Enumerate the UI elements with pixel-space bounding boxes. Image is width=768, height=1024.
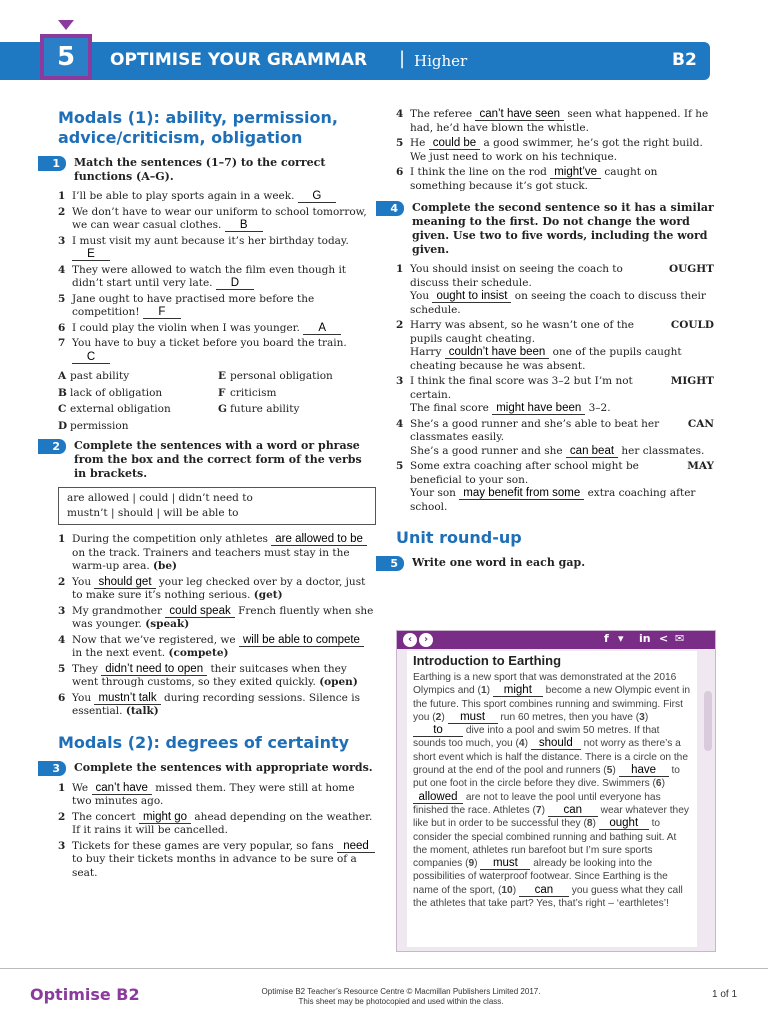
answer-blank[interactable]: could speak bbox=[165, 605, 234, 618]
word-box bbox=[58, 487, 376, 525]
list-item bbox=[58, 605, 376, 632]
function-option bbox=[58, 403, 218, 417]
item-text bbox=[72, 293, 376, 320]
answer-blank[interactable]: can bbox=[548, 805, 598, 817]
list-item bbox=[58, 264, 376, 291]
right-column bbox=[390, 106, 714, 577]
text-segment: already be looking into the possibilities of waterproof footwear. Since Earthing is the name of the sport, ( bbox=[413, 858, 668, 896]
item-text-after: seen what happened. If he had, he’d have blown the whistle. bbox=[410, 108, 709, 134]
item-text-after: their suitcases when they went through customs, so they exited quickly. bbox=[72, 662, 347, 688]
answer-blank[interactable]: should bbox=[531, 738, 581, 750]
list-item bbox=[396, 375, 714, 416]
first-sentence-text: You should insist on seeing the coach to discuss their schedule. bbox=[410, 263, 623, 289]
item-number: 2 bbox=[58, 205, 66, 218]
verb-prompt: (be) bbox=[153, 560, 177, 572]
section-title-modals-2: Modals (2): degrees of certainty bbox=[58, 732, 350, 752]
list-item bbox=[58, 782, 376, 809]
answer-blank[interactable]: need bbox=[337, 840, 375, 853]
list-item bbox=[396, 418, 714, 459]
facebook-icon[interactable]: f bbox=[604, 632, 609, 645]
item-number: 3 bbox=[58, 234, 66, 247]
item-text bbox=[410, 319, 714, 373]
key-word: MIGHT bbox=[670, 375, 714, 387]
exercise-3-header bbox=[52, 760, 376, 776]
function-label: criticism bbox=[230, 386, 277, 399]
answer-blank[interactable]: can’t have bbox=[92, 782, 152, 795]
item-sentence: I could play the violin when I was younger. bbox=[72, 321, 300, 334]
page-number: 1 of 1 bbox=[712, 989, 738, 1000]
list-item bbox=[58, 811, 376, 838]
item-text-after: French fluently when she was younger. bbox=[72, 604, 374, 630]
gap-number: 5 bbox=[606, 765, 613, 777]
function-letter: G bbox=[218, 403, 227, 415]
web-article-frame bbox=[396, 630, 716, 952]
list-item bbox=[58, 692, 376, 719]
answer-blank[interactable]: couldn’t have been bbox=[445, 346, 550, 359]
item-number: 4 bbox=[58, 263, 66, 276]
first-sentence bbox=[410, 263, 714, 290]
function-label: future ability bbox=[230, 403, 300, 415]
gap-number: 2 bbox=[435, 711, 442, 723]
list-item bbox=[58, 235, 376, 262]
exercise-instruction: Complete the sentences with appropriate words. bbox=[74, 760, 373, 774]
second-sentence bbox=[410, 290, 714, 317]
function-option bbox=[218, 387, 358, 401]
header-title: OPTIMISE YOUR GRAMMAR bbox=[110, 50, 368, 70]
item-sentence: You have to buy a ticket before you board the train. bbox=[72, 337, 347, 349]
item-sentence: They were allowed to watch the film even though it didn’t start until very late. bbox=[72, 263, 347, 289]
item-number: 1 bbox=[58, 781, 66, 794]
text-segment: become a new Olympic event in the future. This sport combines running and swimming. First you ( bbox=[413, 685, 691, 723]
list-item bbox=[58, 533, 376, 574]
word-box-line: mustn’t | should | will be able to bbox=[67, 507, 239, 519]
item-text-after: one of the pupils caught cheating because he was absent. bbox=[410, 346, 682, 372]
item-number: 3 bbox=[58, 839, 66, 852]
item-text-before: The final score bbox=[410, 402, 489, 414]
item-text bbox=[72, 264, 376, 291]
share-icon[interactable]: < bbox=[659, 632, 669, 645]
key-word: COULD bbox=[670, 319, 714, 331]
answer-blank[interactable]: may benefit from some bbox=[459, 487, 584, 500]
function-letter: F bbox=[218, 386, 226, 399]
item-text bbox=[410, 263, 714, 317]
item-sentence: I’ll be able to play sports again in a week. bbox=[72, 190, 295, 202]
second-sentence bbox=[410, 402, 714, 416]
email-icon[interactable]: ✉ bbox=[675, 632, 685, 645]
back-arrow-icon[interactable]: ‹ bbox=[403, 633, 417, 647]
verb-prompt: (talk) bbox=[125, 705, 159, 717]
item-number: 2 bbox=[396, 319, 404, 331]
function-letter: D bbox=[58, 419, 68, 432]
item-number: 4 bbox=[396, 417, 404, 430]
answer-blank[interactable]: will be able to compete bbox=[239, 634, 364, 647]
item-number: 5 bbox=[58, 292, 66, 305]
text-segment: run 60 metres, then you have ( bbox=[497, 711, 640, 723]
linkedin-icon[interactable]: in bbox=[639, 632, 651, 645]
item-text-before: The referee bbox=[410, 108, 473, 120]
function-label: lack of obligation bbox=[70, 386, 163, 399]
answer-blank[interactable]: F bbox=[143, 306, 181, 319]
item-sentence: I must visit my aunt because it’s her birthday today. bbox=[72, 234, 349, 247]
item-text-after: to buy their tickets months in advance to be sure of a seat. bbox=[72, 853, 357, 879]
item-text bbox=[72, 782, 376, 809]
function-option bbox=[58, 387, 218, 401]
item-text-before: The concert bbox=[72, 810, 136, 823]
item-text bbox=[72, 322, 376, 336]
item-text-before: Harry bbox=[410, 346, 442, 358]
item-number: 4 bbox=[396, 108, 404, 120]
item-text bbox=[410, 460, 714, 514]
exercise-instruction: Match the sentences (1–7) to the correct functions (A–G). bbox=[74, 156, 326, 183]
word-box-line: are allowed | could | didn’t need to bbox=[67, 492, 253, 504]
item-text bbox=[410, 418, 714, 459]
section-title-modals-1 bbox=[58, 108, 376, 148]
exercise-number-badge: 3 bbox=[38, 761, 66, 776]
first-sentence bbox=[410, 375, 714, 402]
list-item bbox=[396, 263, 714, 317]
item-number: 2 bbox=[58, 810, 66, 823]
answer-blank[interactable]: have bbox=[619, 765, 669, 777]
exercise-3-items-right bbox=[396, 108, 714, 193]
text-segment: to consider the special combined running and bathing suit. At the moment, athletes run barefoot but I’m sure sports companies ( bbox=[413, 818, 677, 870]
function-letter: C bbox=[58, 403, 67, 415]
answer-blank[interactable]: must bbox=[448, 712, 498, 724]
item-text-after: during recording sessions. Silence is essential. bbox=[72, 691, 360, 717]
item-text bbox=[72, 533, 376, 574]
item-text-before: I think the line on the rod bbox=[410, 166, 547, 178]
item-text bbox=[72, 634, 376, 661]
article-panel bbox=[407, 651, 697, 947]
first-sentence bbox=[410, 460, 714, 487]
item-text bbox=[410, 137, 714, 164]
list-item bbox=[58, 322, 376, 336]
first-sentence-text: She’s a good runner and she’s able to beat her classmates easily. bbox=[410, 417, 660, 443]
function-label: past ability bbox=[70, 370, 130, 382]
scrollbar[interactable] bbox=[704, 691, 712, 751]
exercise-number-badge: 5 bbox=[376, 556, 404, 571]
list-item bbox=[58, 337, 376, 364]
first-sentence bbox=[410, 418, 714, 445]
item-text-before: We bbox=[72, 781, 89, 794]
list-item bbox=[58, 663, 376, 690]
item-number: 3 bbox=[58, 604, 66, 617]
function-label: personal obligation bbox=[230, 370, 333, 382]
function-option bbox=[218, 370, 358, 384]
verb-prompt: (open) bbox=[319, 676, 358, 688]
left-column bbox=[52, 108, 376, 882]
exercise-number-badge: 1 bbox=[38, 156, 66, 171]
list-item bbox=[58, 840, 376, 881]
gap-number: 10 bbox=[501, 884, 513, 896]
item-text bbox=[72, 840, 376, 881]
item-text-before: She’s a good runner and she bbox=[410, 444, 563, 457]
answer-blank[interactable]: should get bbox=[94, 576, 155, 589]
exercise-instruction: Complete the sentences with a word or phrase from the box and the correct form of the verbs in brackets. bbox=[74, 439, 362, 480]
gap-number: 4 bbox=[518, 738, 525, 750]
article-text: Earthing is a new sport that was demonstrated at the 2016 Olympics and (1) might become a new Olympic event in the future. This sport combines running and swimming. First you (2) must run 60 metres, then you have (3) to dive into a pool and swim 50 metres. If that sounds too much, you (4) should not worry as there’s a short event which is half the distance. There is a circle on the ground at the end of the pool and runners (5) have to put one foot in the circle before they dive. Swimmers (6) allowed are not to leave the pool until everyone has finished the race. Athletes (7) can wear whatever they like but in order to be successful they (8) ought to consider the special combined running and bathing suit. At the moment, athletes run barefoot but I’m sure sports companies (9) must already be looking into the possibilities of waterproof footwear. Since Earthing is the name of the sport, (10) can you guess what they call the athletes that take part? Yes, that’s right – ‘earthletes’! bbox=[413, 672, 691, 910]
key-word: MAY bbox=[687, 460, 714, 472]
article-title: Introduction to Earthing bbox=[413, 653, 562, 668]
footer-divider bbox=[0, 968, 768, 969]
answer-blank[interactable]: ought to insist bbox=[432, 290, 511, 303]
verb-prompt: (speak) bbox=[145, 618, 190, 630]
item-number: 3 bbox=[396, 375, 404, 387]
function-option bbox=[58, 420, 218, 434]
functions-list bbox=[58, 370, 376, 433]
list-item bbox=[396, 166, 714, 193]
item-sentence: Jane ought to have practised more before the competition! bbox=[72, 292, 315, 318]
item-text-before: You bbox=[410, 290, 430, 302]
item-number: 1 bbox=[396, 263, 404, 275]
item-text-after: 3–2. bbox=[588, 402, 611, 414]
answer-blank[interactable]: can bbox=[519, 885, 569, 897]
answer-blank[interactable]: C bbox=[72, 351, 110, 364]
list-item bbox=[58, 190, 376, 204]
list-item bbox=[396, 460, 714, 514]
text-segment: dive into a pool and swim 50 metres. If that sounds too much, you ( bbox=[413, 725, 660, 750]
item-text-after: caught on something because it’s got stuck. bbox=[410, 166, 658, 192]
answer-blank[interactable]: to bbox=[413, 725, 463, 737]
item-text bbox=[72, 576, 376, 603]
item-text-after: your leg checked over by a doctor, just to make sure it’s nothing serious. bbox=[72, 575, 366, 601]
exercise-2-items bbox=[58, 533, 376, 719]
item-text bbox=[72, 692, 376, 719]
item-text-before: Tickets for these games are very popular, so fans bbox=[72, 839, 334, 852]
key-word: CAN bbox=[687, 417, 714, 430]
header-level-code: B2 bbox=[672, 50, 697, 70]
first-sentence bbox=[410, 319, 714, 346]
answer-blank[interactable]: can beat bbox=[566, 445, 618, 458]
exercise-1-items bbox=[58, 190, 376, 364]
item-text-before: Your son bbox=[410, 487, 456, 499]
first-sentence-text: I think the final score was 3–2 but I’m not certain. bbox=[410, 375, 633, 401]
item-text bbox=[72, 663, 376, 690]
exercise-instruction: Complete the second sentence so it has a similar meaning to the first. Do not change the word given. Use two to five words, including the word given. bbox=[412, 201, 714, 256]
text-segment: you guess what they call the athletes that take part? Yes, that’s right – ‘earthletes’! bbox=[413, 884, 683, 910]
answer-blank[interactable]: might bbox=[493, 685, 543, 697]
answer-blank[interactable]: might have been bbox=[492, 402, 585, 415]
item-text-after: on seeing the coach to discuss their schedule. bbox=[410, 290, 706, 316]
text-segment: wear whatever they like but in order to be successful they ( bbox=[413, 804, 689, 830]
list-item bbox=[58, 293, 376, 320]
item-text-before: During the competition only athletes bbox=[72, 533, 268, 545]
header-separator: | bbox=[399, 48, 406, 69]
copyright-line: Optimise B2 Teacher’s Resource Centre © Macmillan Publishers Limited 2017. bbox=[261, 987, 541, 996]
item-text bbox=[72, 206, 376, 233]
item-text-before: They bbox=[72, 662, 98, 675]
function-letter: A bbox=[58, 370, 67, 382]
section-title-line: advice/criticism, obligation bbox=[58, 128, 303, 147]
copyright-line: This sheet may be photocopied and used within the class. bbox=[298, 997, 504, 1006]
function-option bbox=[218, 403, 358, 417]
function-label: external obligation bbox=[70, 403, 171, 415]
gap-number: 3 bbox=[639, 711, 645, 723]
item-number: 5 bbox=[58, 662, 66, 675]
footer-copyright bbox=[236, 987, 566, 1007]
bookmark-icon[interactable]: ▾ bbox=[618, 632, 624, 645]
item-text-after: missed them. They were still at home two minutes ago. bbox=[72, 781, 355, 807]
item-number: 1 bbox=[58, 533, 66, 545]
item-text bbox=[72, 235, 376, 262]
gap-number: 1 bbox=[480, 685, 487, 697]
item-text-after: on the track. Trainers and teachers must stay in the warm-up area. bbox=[72, 546, 350, 572]
list-item bbox=[58, 576, 376, 603]
answer-blank[interactable]: are allowed to be bbox=[271, 533, 367, 546]
exercise-2-header bbox=[52, 439, 376, 481]
function-letter: B bbox=[58, 386, 67, 399]
answer-blank[interactable]: G bbox=[298, 190, 336, 203]
item-number: 6 bbox=[396, 166, 404, 178]
function-label: permission bbox=[70, 419, 129, 432]
answer-blank[interactable]: can’t have seen bbox=[475, 108, 564, 121]
list-item bbox=[58, 634, 376, 661]
item-text-before: You bbox=[72, 575, 92, 588]
answer-blank[interactable]: didn’t need to open bbox=[101, 663, 207, 676]
gap-number: 6 bbox=[655, 778, 662, 790]
item-text-after: in the next event. bbox=[72, 647, 166, 659]
forward-arrow-icon[interactable]: › bbox=[419, 633, 433, 647]
function-option bbox=[58, 370, 218, 384]
answer-blank[interactable]: must bbox=[480, 858, 530, 870]
item-text-after: ahead depending on the weather. If it rains it will be cancelled. bbox=[72, 810, 373, 836]
item-text bbox=[72, 190, 376, 204]
item-text bbox=[410, 166, 714, 193]
item-text bbox=[72, 811, 376, 838]
web-toolbar bbox=[397, 631, 715, 649]
answer-blank[interactable]: A bbox=[303, 322, 341, 335]
answer-blank[interactable]: B bbox=[225, 219, 263, 232]
item-text-after: extra coaching after school. bbox=[410, 487, 696, 513]
answer-blank[interactable]: D bbox=[216, 277, 254, 290]
item-text-after: a good swimmer, he’s got the right build. We just need to work on his technique. bbox=[410, 137, 703, 163]
answer-blank[interactable]: might go bbox=[139, 811, 191, 824]
list-item bbox=[396, 319, 714, 373]
section-title-line: Modals (1): ability, permission, bbox=[58, 108, 338, 127]
item-text bbox=[410, 375, 714, 416]
answer-blank[interactable]: allowed bbox=[413, 792, 463, 804]
function-letter: E bbox=[218, 370, 227, 382]
list-item bbox=[58, 206, 376, 233]
first-sentence-text: Harry was absent, so he wasn’t one of the pupils caught cheating. bbox=[410, 319, 634, 345]
exercise-3-items-left bbox=[58, 782, 376, 881]
answer-blank[interactable]: ought bbox=[599, 818, 649, 830]
footer-brand: Optimise B2 bbox=[30, 985, 140, 1004]
item-number: 2 bbox=[58, 575, 66, 588]
text-segment: are not to leave the pool until everyone has finished the race. Athletes ( bbox=[413, 791, 661, 816]
item-number: 7 bbox=[58, 337, 66, 349]
section-title-unit-roundup: Unit round-up bbox=[396, 528, 522, 547]
first-sentence-text: Some extra coaching after school might be beneficial to your son. bbox=[410, 460, 639, 486]
second-sentence bbox=[410, 445, 714, 459]
answer-blank[interactable]: could be bbox=[429, 137, 480, 150]
unit-marker-triangle bbox=[58, 20, 74, 30]
item-text-before: You bbox=[72, 691, 92, 704]
gap-number: 7 bbox=[535, 804, 542, 816]
exercise-number-badge: 4 bbox=[376, 201, 404, 216]
list-item bbox=[396, 108, 714, 135]
item-text-before: My grandmother bbox=[72, 604, 162, 617]
gap-number: 8 bbox=[586, 818, 593, 830]
verb-prompt: (get) bbox=[253, 589, 283, 601]
item-number: 5 bbox=[396, 460, 404, 472]
answer-blank[interactable]: might’ve bbox=[550, 166, 601, 179]
exercise-number-badge: 2 bbox=[38, 439, 66, 454]
item-number: 6 bbox=[58, 691, 66, 704]
item-number: 1 bbox=[58, 190, 66, 202]
item-text bbox=[410, 108, 714, 135]
unit-number-badge: 5 bbox=[40, 34, 92, 80]
second-sentence bbox=[410, 346, 714, 373]
item-number: 6 bbox=[58, 321, 66, 334]
item-text-before: Now that we’ve registered, we bbox=[72, 633, 236, 646]
list-item bbox=[396, 137, 714, 164]
item-text-after: her classmates. bbox=[621, 444, 705, 457]
key-word: OUGHT bbox=[668, 263, 714, 275]
exercise-instruction: Write one word in each gap. bbox=[412, 556, 586, 569]
item-number: 5 bbox=[396, 137, 404, 149]
text-segment: Earthing is a new sport that was demonstrated at the 2016 Olympics and ( bbox=[413, 672, 677, 697]
answer-blank[interactable]: E bbox=[72, 248, 110, 261]
verb-prompt: (compete) bbox=[168, 647, 229, 659]
text-segment: to put one foot in the circle before they dive. Swimmers ( bbox=[413, 765, 680, 790]
exercise-5-header bbox=[390, 556, 714, 571]
item-text bbox=[72, 337, 376, 364]
header-level: Higher bbox=[414, 52, 468, 70]
exercise-4-items bbox=[396, 263, 714, 514]
item-number: 4 bbox=[58, 633, 66, 646]
second-sentence bbox=[410, 487, 714, 514]
item-sentence: We don’t have to wear our uniform to school tomorrow, we can wear casual clothes. bbox=[72, 205, 367, 231]
text-segment: not worry as there’s a short event which is half the distance. There is a circle on the ground at the end of the pool and runners ( bbox=[413, 738, 689, 777]
exercise-1-header bbox=[52, 156, 376, 184]
item-text-before: He bbox=[410, 137, 426, 149]
item-text bbox=[72, 605, 376, 632]
answer-blank[interactable]: mustn’t talk bbox=[94, 692, 160, 705]
gap-number: 9 bbox=[468, 858, 475, 870]
exercise-4-header bbox=[390, 201, 714, 257]
